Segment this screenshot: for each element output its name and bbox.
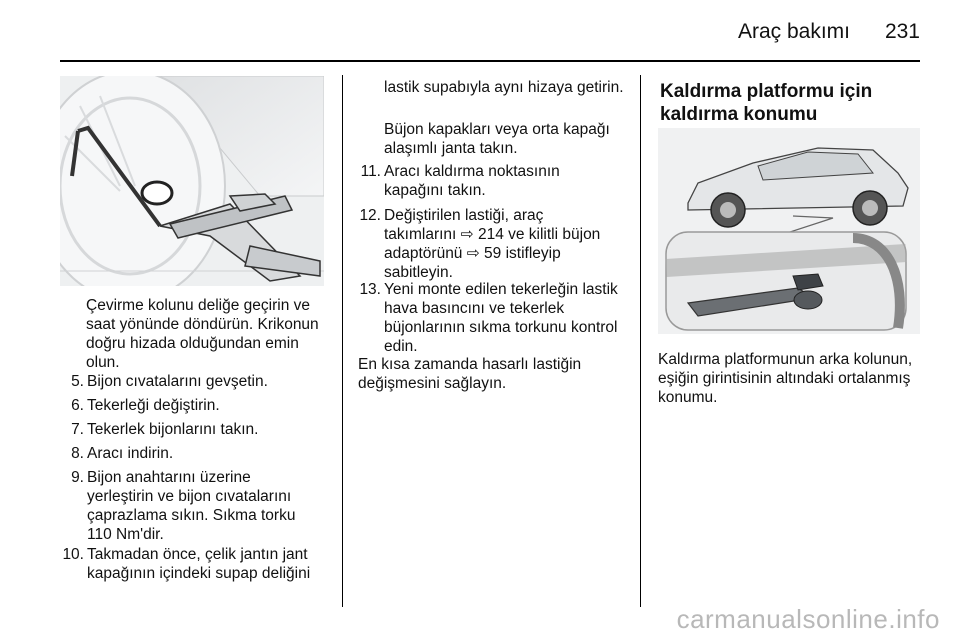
step-number: 8. — [71, 445, 84, 462]
section-heading: Kaldırma platformu için kaldırma konumu — [660, 81, 873, 125]
step-text: Bijon cıvatalarını gevşetin. — [87, 373, 268, 390]
step-text: Bijon anahtarını üzerine yerleştirin ve bijon cıvatalarını çaprazlama sıkın. Sıkma torku 110 Nm'dir. — [87, 469, 296, 543]
watermark: carmanualsonline.info — [676, 604, 940, 634]
column-divider-2 — [640, 75, 641, 607]
step-text: Tekerlek bijonlarını takın. — [87, 421, 259, 438]
step-number: 11. — [360, 163, 381, 180]
step-number: 5. — [71, 373, 84, 390]
step-text: Takmadan önce, çelik jantın jant kapağının içindeki supap deliğini — [87, 546, 311, 582]
page-number: 231 — [884, 20, 920, 43]
lift-platform-illustration — [658, 128, 920, 334]
column-divider-1 — [342, 75, 343, 607]
closing-paragraph: En kısa zamanda hasarlı lastiğin değişmesini sağlayın. — [358, 356, 582, 392]
page-header — [0, 18, 960, 48]
continuation-text: lastik supabıyla aynı hizaya getirin. — [384, 79, 624, 96]
step-number: 9. — [71, 469, 84, 486]
step-text: Değiştirilen lastiği, araç takımlarını ⇨ 214 ve kilitli büjon adaptörünü ⇨ 59 istifleyip sabitleyin. — [384, 207, 601, 281]
intro-paragraph: Çevirme kolunu deliğe geçirin ve saat yönünde döndürün. Krikonun doğru hizada olduğundan emin olun. — [86, 297, 319, 371]
step-text: Aracı kaldırma noktasının kapağını takın. — [384, 163, 560, 199]
step-number: 13. — [359, 281, 381, 298]
jack-illustration — [60, 76, 324, 286]
step-number: 6. — [71, 397, 84, 414]
header-rule — [60, 60, 920, 62]
step-text: Tekerleği değiştirin. — [87, 397, 220, 414]
step-number: 7. — [71, 421, 84, 438]
step-number: 12. — [359, 207, 381, 224]
figure-caption: Kaldırma platformunun arka kolunun, eşiğin girintisinin altındaki ortalanmış konumu. — [658, 351, 913, 406]
step-number: 10. — [62, 546, 84, 563]
step-text: Aracı indirin. — [87, 445, 174, 462]
continuation-text: Büjon kapakları veya orta kapağı alaşımlı janta takın. — [384, 121, 610, 157]
step-text: Yeni monte edilen tekerleğin lastik hava basıncını ve tekerlek büjonlarının sıkma torkunu kontrol edin. — [384, 281, 618, 355]
section-title: Araç bakımı — [737, 20, 850, 43]
